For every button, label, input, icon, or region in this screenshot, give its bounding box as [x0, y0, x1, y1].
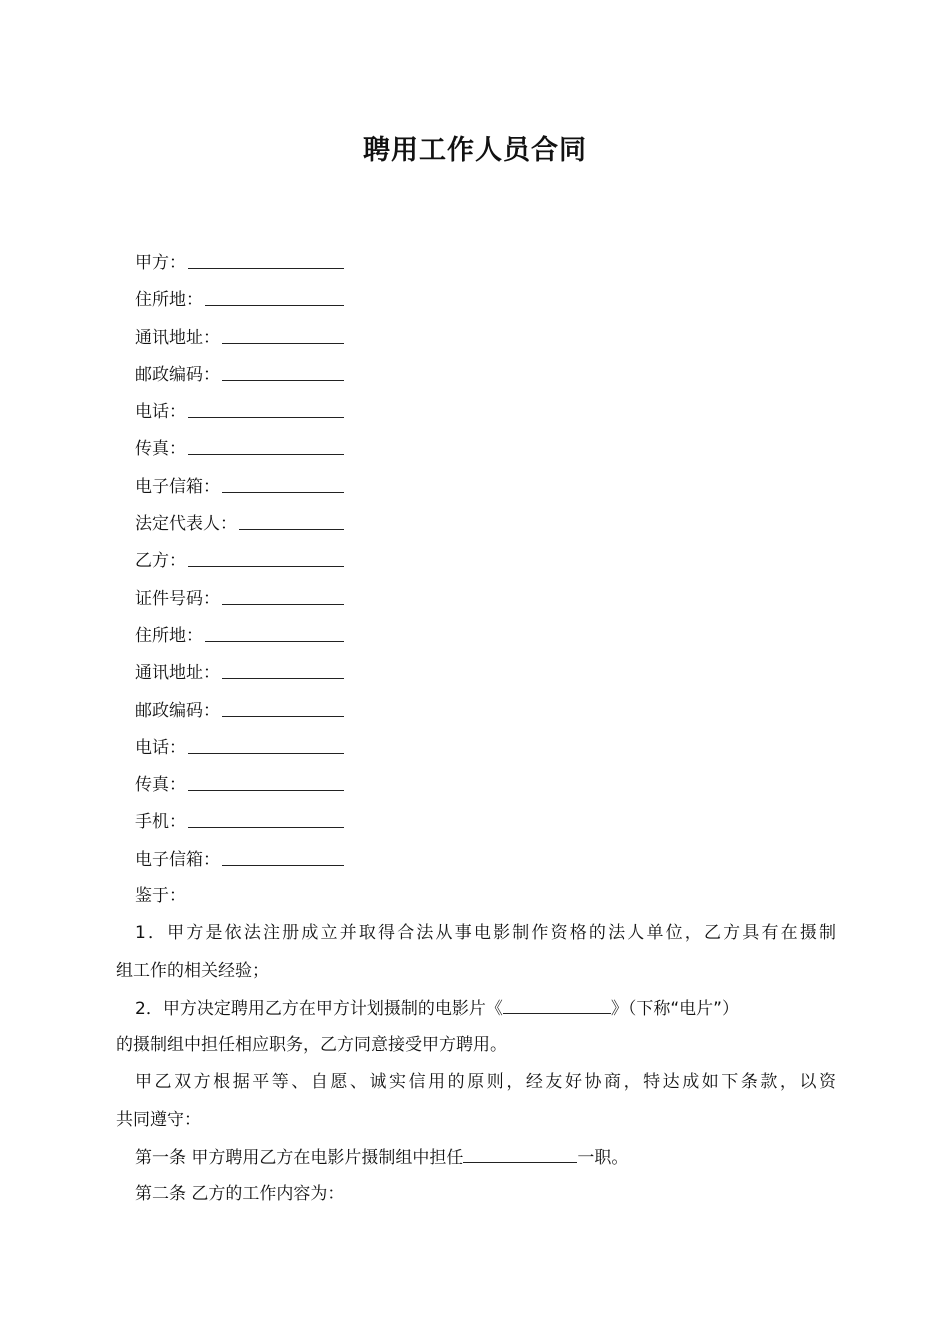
field-blank-line[interactable] [188, 733, 344, 754]
field-row [135, 434, 855, 471]
field-row [135, 845, 855, 882]
field-blank-line[interactable] [188, 807, 344, 828]
field-label: 法定代表人： [135, 514, 237, 535]
field-row [135, 397, 855, 434]
whereas-heading: 鉴于： [135, 886, 186, 906]
field-label: 传真： [135, 439, 186, 460]
field-label: 住所地： [135, 625, 203, 646]
field-row [135, 285, 855, 322]
field-label: 住所地： [135, 290, 203, 311]
field-blank-line[interactable] [188, 770, 344, 791]
field-blank-line[interactable] [222, 658, 344, 679]
field-label: 邮政编码： [135, 364, 220, 385]
article-1-text-before: 第一条 甲方聘用乙方在电影片摄制组中担任 [135, 1148, 464, 1169]
field-label: 甲方： [135, 253, 186, 273]
field-blank-line[interactable] [205, 621, 344, 642]
field-label: 手机： [135, 812, 186, 833]
field-blank-line[interactable] [188, 546, 344, 567]
field-row [135, 621, 855, 658]
clause-2-line-1 [116, 993, 836, 1030]
field-row [135, 323, 855, 360]
field-label: 传真： [135, 775, 186, 796]
document-title: 聘用工作人员合同 [363, 135, 587, 166]
field-blank-line[interactable] [188, 248, 344, 269]
field-label: 证件号码： [135, 588, 220, 609]
field-row [135, 248, 855, 285]
clause-2-text-after: 》（下称“电片”） [610, 998, 739, 1019]
field-blank-line[interactable] [188, 397, 344, 418]
field-label: 邮政编码： [135, 700, 220, 721]
field-label: 通讯地址： [135, 663, 220, 684]
field-label: 电话： [135, 402, 186, 423]
agreement-line-1: 甲乙双方根据平等、自愿、诚实信用的原则，经友好协商，特达成如下条款，以资 [135, 1072, 836, 1093]
party-info-fields [135, 248, 855, 882]
field-row [135, 658, 855, 695]
field-blank-line[interactable] [188, 434, 344, 455]
field-label: 电子信箱： [135, 849, 220, 870]
field-row [135, 546, 855, 583]
field-blank-line[interactable] [222, 472, 344, 493]
field-label: 通讯地址： [135, 327, 220, 348]
field-row [135, 770, 855, 807]
article-1-text-after: 一职。 [577, 1148, 629, 1169]
clause-2-text-before: 2．甲方决定聘用乙方在甲方计划摄制的电影片《 [135, 998, 503, 1019]
field-label: 电话： [135, 737, 186, 758]
clause-1-line-1: 1．甲方是依法注册成立并取得合法从事电影制作资格的法人单位，乙方具有在摄制 [135, 923, 836, 944]
field-label: 电子信箱： [135, 476, 220, 497]
field-blank-line[interactable] [205, 285, 344, 306]
field-label: 乙方： [135, 551, 186, 572]
article-1 [116, 1142, 836, 1179]
field-row [135, 733, 855, 770]
position-blank[interactable] [463, 1142, 577, 1163]
field-blank-line[interactable] [222, 696, 344, 717]
clause-2-line-2: 的摄制组中担任相应职务，乙方同意接受甲方聘用。 [116, 1035, 507, 1056]
field-row [135, 807, 855, 844]
article-2: 第二条 乙方的工作内容为： [135, 1184, 345, 1205]
field-row [135, 360, 855, 397]
field-blank-line[interactable] [222, 584, 344, 605]
field-blank-line[interactable] [222, 845, 344, 866]
field-blank-line[interactable] [222, 323, 344, 344]
contract-body [116, 881, 836, 1217]
agreement-line-2: 共同遵守： [116, 1109, 201, 1130]
field-row [135, 509, 855, 546]
film-title-blank[interactable] [503, 993, 611, 1014]
field-blank-line[interactable] [222, 360, 344, 381]
field-row [135, 696, 855, 733]
field-row [135, 584, 855, 621]
field-blank-line[interactable] [239, 509, 344, 530]
clause-1-line-2: 组工作的相关经验； [116, 960, 269, 981]
field-row [135, 472, 855, 509]
